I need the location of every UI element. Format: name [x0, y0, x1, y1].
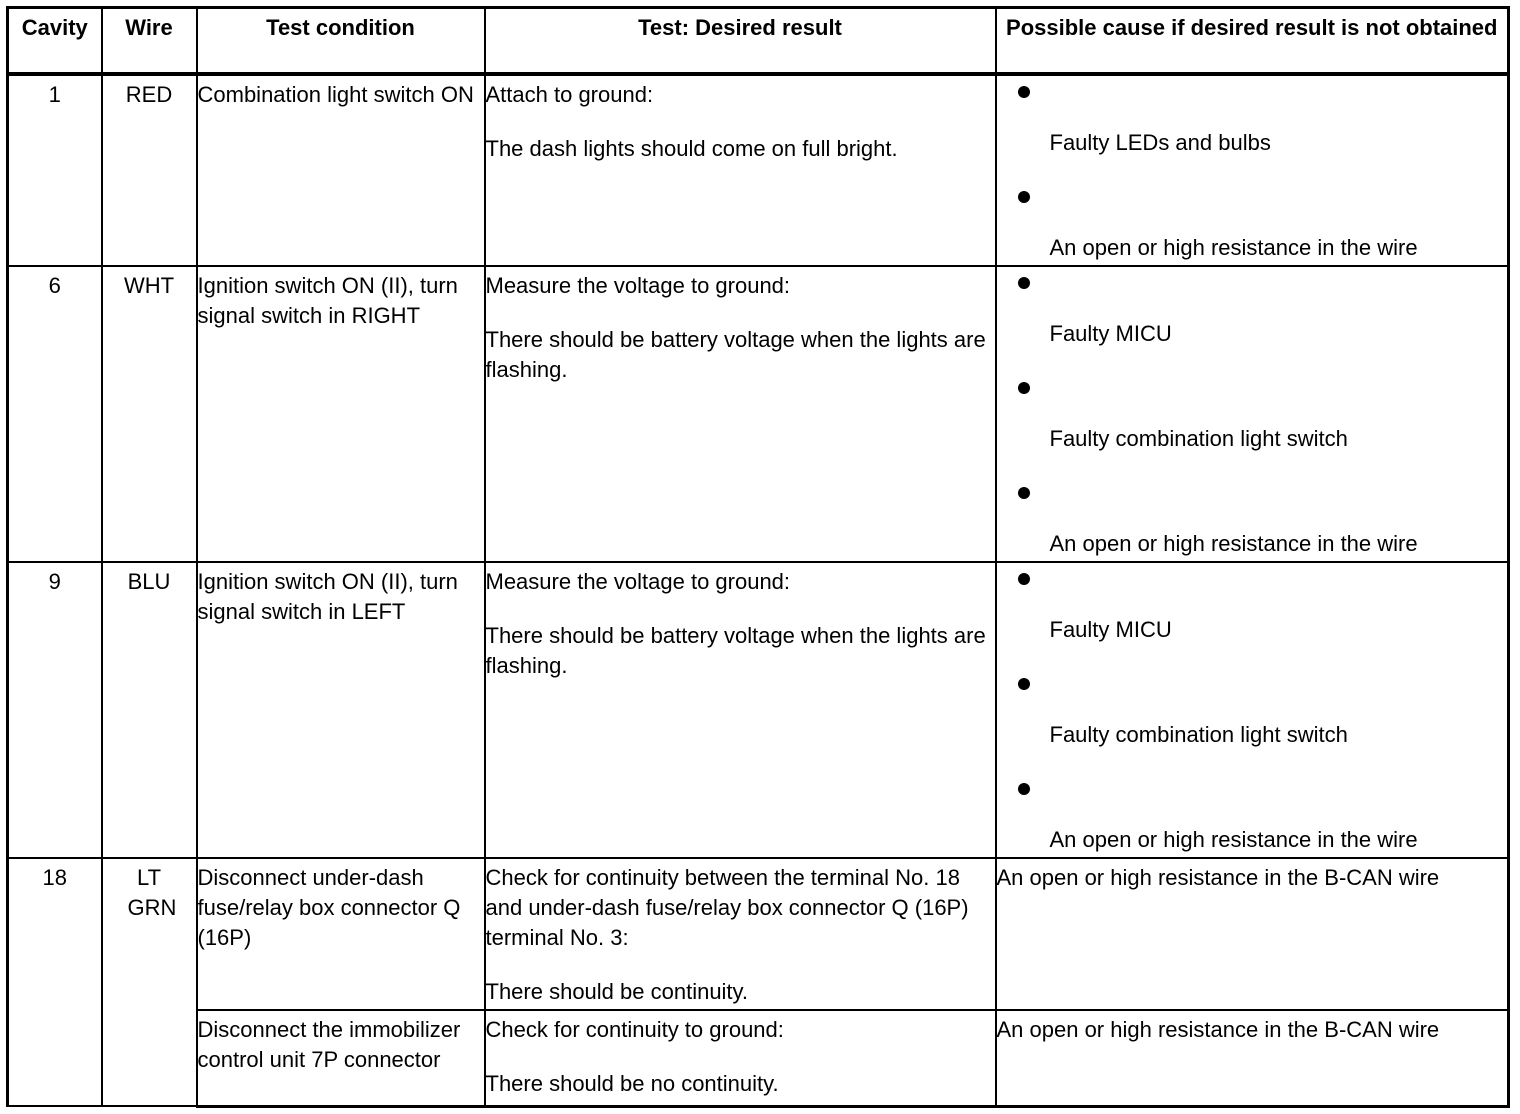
- table-row: [8, 858, 1509, 1010]
- cause-list: [997, 267, 1508, 559]
- result-intro: Measure the voltage to ground:: [485, 569, 791, 594]
- header-desired-result: Test: Desired result: [485, 8, 996, 75]
- condition-cell: Disconnect the immobilizer control unit 7P connector: [197, 1010, 485, 1106]
- result-cell: [485, 1010, 996, 1106]
- condition-cell: Combination light switch ON: [197, 74, 485, 266]
- bullet-icon: [1017, 267, 1508, 319]
- cause-item: Faulty combination light switch: [1017, 372, 1508, 477]
- condition-cell: Disconnect under-dash fuse/relay box connector Q (16P): [197, 858, 485, 1010]
- wire-cell: BLU: [102, 562, 197, 858]
- cause-cell: [996, 74, 1509, 266]
- cause-item: Faulty LEDs and bulbs: [1017, 76, 1508, 181]
- result-intro: Check for continuity between the terminal No. 18 and under-dash fuse/relay box connector Q (16P) terminal No. 3:: [485, 865, 969, 950]
- cause-item: An open or high resistance in the wire: [1017, 773, 1508, 855]
- wire-cell: RED: [102, 74, 197, 266]
- result-detail: There should be no continuity.: [485, 1071, 779, 1096]
- diagnostic-table: [6, 6, 1510, 1108]
- result-detail: There should be continuity.: [485, 979, 749, 1004]
- condition-cell: Ignition switch ON (II), turn signal switch in LEFT: [197, 562, 485, 858]
- result-intro: Attach to ground:: [485, 82, 654, 107]
- result-detail: There should be battery voltage when the lights are flashing.: [485, 327, 986, 382]
- result-cell: [485, 858, 996, 1010]
- bullet-icon: [1017, 181, 1508, 233]
- table-row: [8, 1010, 1509, 1106]
- table-row: [8, 562, 1509, 858]
- header-possible-cause: Possible cause if desired result is not obtained: [996, 8, 1509, 75]
- bullet-icon: [1017, 773, 1508, 825]
- header-test-condition: Test condition: [197, 8, 485, 75]
- wire-cell: LT GRN: [102, 858, 197, 1106]
- result-detail: The dash lights should come on full bright.: [485, 136, 898, 161]
- bullet-icon: [1017, 563, 1508, 615]
- cause-cell: [996, 266, 1509, 562]
- result-cell: [485, 266, 996, 562]
- result-cell: [485, 74, 996, 266]
- table-row: [8, 266, 1509, 562]
- wire-cell: WHT: [102, 266, 197, 562]
- header-row: [8, 8, 1509, 75]
- cause-item: Faulty MICU: [1017, 267, 1508, 372]
- result-cell: [485, 562, 996, 858]
- cause-item: An open or high resistance in the wire: [1017, 181, 1508, 263]
- bullet-icon: [1017, 668, 1508, 720]
- cause-cell: An open or high resistance in the B-CAN wire: [996, 1010, 1509, 1106]
- cavity-cell: 6: [8, 266, 102, 562]
- cavity-cell: 1: [8, 74, 102, 266]
- result-intro: Measure the voltage to ground:: [485, 273, 791, 298]
- cause-item: Faulty MICU: [1017, 563, 1508, 668]
- bullet-icon: [1017, 477, 1508, 529]
- cause-list: [997, 76, 1508, 263]
- condition-cell: Ignition switch ON (II), turn signal switch in RIGHT: [197, 266, 485, 562]
- result-detail: There should be battery voltage when the lights are flashing.: [485, 623, 986, 678]
- bullet-icon: [1017, 76, 1508, 128]
- result-intro: Check for continuity to ground:: [485, 1017, 784, 1042]
- cause-item: An open or high resistance in the wire: [1017, 477, 1508, 559]
- table-row: [8, 74, 1509, 266]
- cause-item: Faulty combination light switch: [1017, 668, 1508, 773]
- cavity-cell: 9: [8, 562, 102, 858]
- cause-cell: An open or high resistance in the B-CAN wire: [996, 858, 1509, 1010]
- cause-list: [997, 563, 1508, 855]
- header-wire: Wire: [102, 8, 197, 75]
- bullet-icon: [1017, 372, 1508, 424]
- cavity-cell: 18: [8, 858, 102, 1106]
- cause-cell: [996, 562, 1509, 858]
- header-cavity: Cavity: [8, 8, 102, 75]
